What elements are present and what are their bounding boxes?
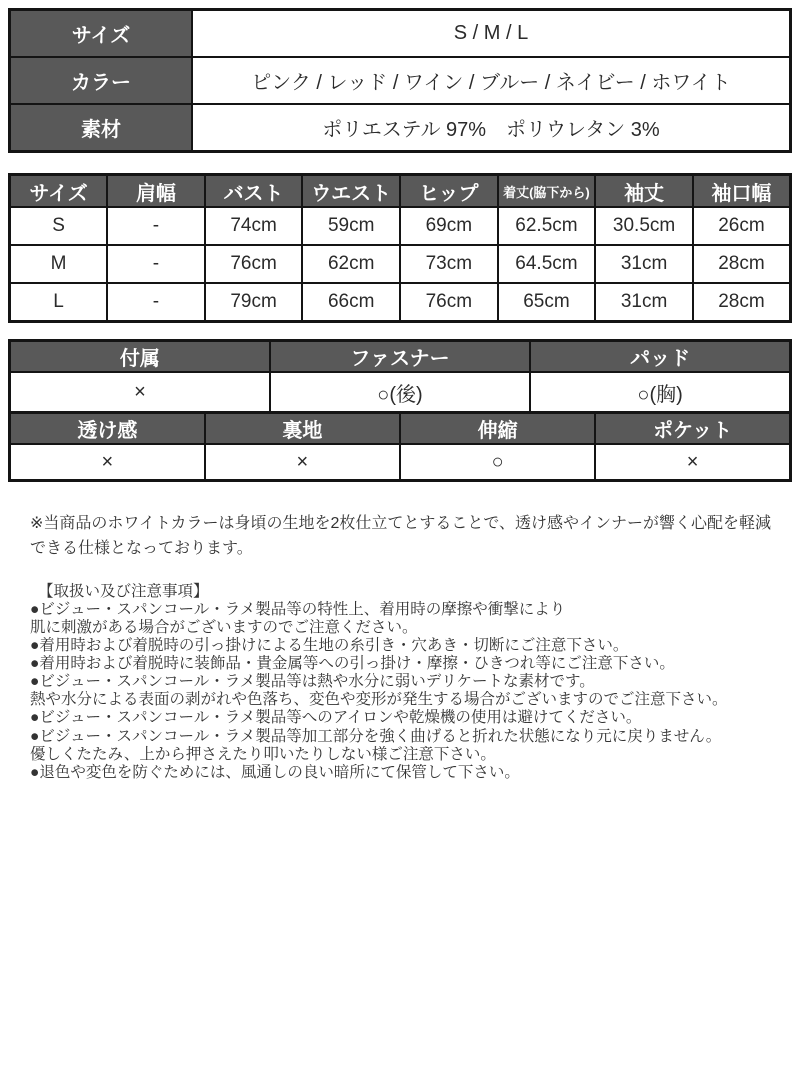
measurements-table [8, 173, 792, 323]
handling-line: 熱や水分による表面の剥がれや色落ち、変色や変形が発生する場合がございますのでご注意下さい。 [30, 691, 728, 709]
col-header-cuff: 袖口幅 [693, 175, 791, 208]
cell: 76cm [400, 283, 498, 322]
cell: 59cm [302, 207, 400, 245]
col-header-accessory: 付属 [10, 341, 270, 373]
cell: 65cm [498, 283, 596, 322]
cell: 28cm [693, 245, 791, 283]
cell: 74cm [205, 207, 303, 245]
cell: 31cm [595, 245, 693, 283]
product-info-table [8, 8, 792, 153]
col-header-pad: パッド [530, 341, 790, 373]
white-color-note: ※当商品のホワイトカラーは身頃の生地を2枚仕立てとすることで、透け感やインナーが響く心配を軽減できる仕様となっております。 [30, 515, 772, 557]
cell: 79cm [205, 283, 303, 322]
cell: 64.5cm [498, 245, 596, 283]
handling-line: ●ビジュー・スパンコール・ラメ製品等は熱や水分に弱いデリケートな素材です。 [30, 673, 595, 691]
table-header-row [10, 175, 791, 208]
pad-value: ○(胸) [530, 372, 790, 413]
material-label-cell: 素材 [10, 104, 193, 152]
table-row-s [10, 207, 791, 245]
pocket-value: × [595, 444, 790, 481]
col-header-fastener: ファスナー [270, 341, 530, 373]
cell: 30.5cm [595, 207, 693, 245]
table-row [10, 10, 791, 58]
stretch-value: ○ [400, 444, 595, 481]
features-table-1 [8, 339, 792, 414]
handling-line: ●ビジュー・スパンコール・ラメ製品等へのアイロンや乾燥機の使用は避けてください。 [30, 709, 642, 727]
cell: 62.5cm [498, 207, 596, 245]
col-header-length: 着丈(脇下から) [498, 175, 596, 208]
fastener-value: ○(後) [270, 372, 530, 413]
col-header-waist: ウエスト [302, 175, 400, 208]
col-header-shoulder: 肩幅 [107, 175, 205, 208]
handling-line: 優しくたたみ、上から押さえたり叩いたりしない様ご注意下さい。 [30, 745, 496, 763]
table-row [10, 104, 791, 152]
color-label-cell: カラー [10, 57, 193, 104]
table-row-m [10, 245, 791, 283]
accessory-value: × [10, 372, 270, 413]
col-header-size: サイズ [10, 175, 108, 208]
material-value-cell: ポリエステル 97% ポリウレタン 3% [192, 104, 791, 152]
col-header-stretch: 伸縮 [400, 413, 595, 445]
cell: 66cm [302, 283, 400, 322]
col-header-lining: 裏地 [205, 413, 400, 445]
cell: M [10, 245, 108, 283]
color-value-cell: ピンク / レッド / ワイン / ブルー / ネイビー / ホワイト [192, 57, 791, 104]
cell: L [10, 283, 108, 322]
size-value-cell: S / M / L [192, 10, 791, 58]
handling-line: ●着用時および着脱時の引っ掛けによる生地の糸引き・穴あき・切断にご注意下さい。 [30, 636, 629, 654]
col-header-sheerness: 透け感 [10, 413, 205, 445]
cell: S [10, 207, 108, 245]
table-row [10, 444, 791, 481]
size-label-cell: サイズ [10, 10, 193, 58]
cell: 28cm [693, 283, 791, 322]
notes-section [0, 482, 800, 782]
handling-line: 肌に刺激がある場合がございますのでご注意ください。 [30, 618, 418, 636]
handling-line: ●ビジュー・スパンコール・ラメ製品等の特性上、着用時の摩擦や衝撃により [30, 600, 566, 618]
handling-line: ●着用時および着脱時に装飾品・貴金属等への引っ掛け・摩擦・ひきつれ等にご注意下さい。 [30, 655, 675, 673]
table-header-row [10, 413, 791, 445]
table-row-l [10, 283, 791, 322]
table-row [10, 372, 791, 413]
col-header-sleeve: 袖丈 [595, 175, 693, 208]
col-header-bust: バスト [205, 175, 303, 208]
handling-title: 【取扱い及び注意事項】 [38, 582, 209, 600]
features-table-2 [8, 411, 792, 482]
cell: 69cm [400, 207, 498, 245]
table-row [10, 57, 791, 104]
handling-line: ●ビジュー・スパンコール・ラメ製品等加工部分を強く曲げると折れた状態になり元に戻りません。 [30, 727, 722, 745]
cell: - [107, 207, 205, 245]
cell: 62cm [302, 245, 400, 283]
sheerness-value: × [10, 444, 205, 481]
cell: - [107, 283, 205, 322]
col-header-hip: ヒップ [400, 175, 498, 208]
handling-line: ●退色や変色を防ぐためには、風通しの良い暗所にて保管して下さい。 [30, 763, 520, 781]
cell: 31cm [595, 283, 693, 322]
table-header-row [10, 341, 791, 373]
cell: - [107, 245, 205, 283]
cell: 26cm [693, 207, 791, 245]
lining-value: × [205, 444, 400, 481]
col-header-pocket: ポケット [595, 413, 790, 445]
handling-notes [30, 583, 775, 782]
cell: 76cm [205, 245, 303, 283]
cell: 73cm [400, 245, 498, 283]
